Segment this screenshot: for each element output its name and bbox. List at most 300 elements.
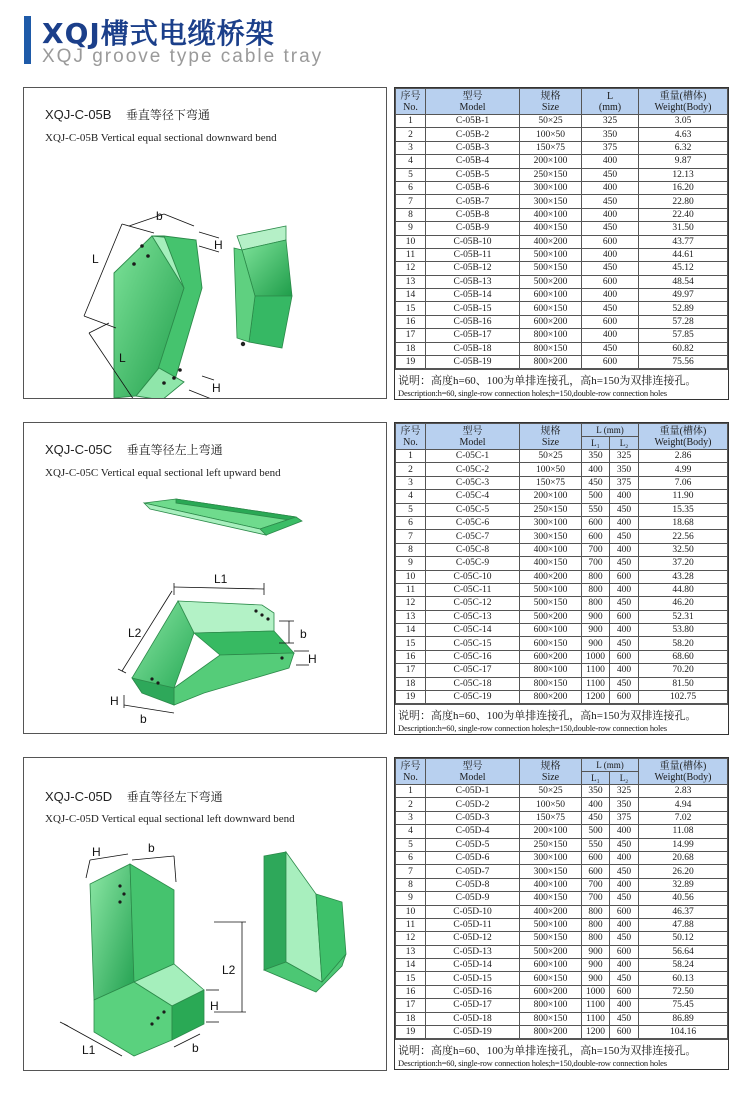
table-row	[396, 610, 728, 623]
section-description: XQJ-C-05C Vertical equal sectional left upward bend	[45, 467, 281, 479]
table-cell: 800×150	[520, 1012, 582, 1025]
table-cell: 14	[396, 624, 426, 637]
table-row	[396, 597, 728, 610]
table-cell: 12.13	[639, 168, 728, 181]
table-cell: 4	[396, 155, 426, 168]
table-cell: 4	[396, 825, 426, 838]
table-cell: 46.20	[639, 597, 728, 610]
table-cell: 800	[582, 570, 610, 583]
table-cell: 150×75	[520, 811, 582, 824]
table-cell: 1	[396, 450, 426, 463]
table-cell: 900	[582, 624, 610, 637]
table-cell: 450	[610, 677, 639, 690]
table-cell: 58.20	[639, 637, 728, 650]
table-cell: 600×200	[520, 315, 582, 328]
col-header-l: L (mm)	[582, 89, 639, 115]
table-cell: 400	[610, 918, 639, 931]
table-cell: C-05C-15	[426, 637, 520, 650]
table-cell: 400	[610, 583, 639, 596]
table-cell: C-05C-9	[426, 557, 520, 570]
dim-label-l1: L1	[214, 572, 228, 586]
table-cell: 18	[396, 342, 426, 355]
table-cell: 700	[582, 543, 610, 556]
table-cell: C-05C-16	[426, 650, 520, 663]
table-cell: 600×150	[520, 637, 582, 650]
table-row	[396, 476, 728, 489]
table-cell: C-05B-14	[426, 289, 520, 302]
table-note	[395, 1039, 728, 1069]
table-cell: C-05D-1	[426, 785, 520, 798]
table-row	[396, 275, 728, 288]
table-row	[396, 932, 728, 945]
table-cell: 17	[396, 329, 426, 342]
table-cell: 400	[582, 798, 610, 811]
table-cell: 1200	[582, 1026, 610, 1039]
table-cell: 1	[396, 115, 426, 128]
table-cell: 1100	[582, 999, 610, 1012]
table-cell: 450	[610, 1012, 639, 1025]
table-cell: C-05B-18	[426, 342, 520, 355]
table-cell: C-05C-10	[426, 570, 520, 583]
col-header-model: 型号 Model	[426, 89, 520, 115]
table-cell: 800×200	[520, 356, 582, 369]
table-cell: C-05D-9	[426, 892, 520, 905]
table-row	[396, 892, 728, 905]
table-body	[396, 785, 728, 1039]
dim-label-b: b	[156, 209, 163, 223]
table-cell: C-05C-5	[426, 503, 520, 516]
table-cell: 500×200	[520, 610, 582, 623]
dim-label-h: H	[308, 652, 317, 666]
table-cell: 500×100	[520, 583, 582, 596]
table-row	[396, 450, 728, 463]
table-cell: 11.08	[639, 825, 728, 838]
table-cell: 200×100	[520, 825, 582, 838]
table-cell: 16	[396, 315, 426, 328]
table-cell: 53.80	[639, 624, 728, 637]
table-cell: 19	[396, 1026, 426, 1039]
col-header-weight: 重量(槽体) Weight(Body)	[639, 424, 728, 450]
table-row	[396, 155, 728, 168]
table-cell: 12	[396, 932, 426, 945]
table-cell: 900	[582, 637, 610, 650]
table-cell: 13	[396, 610, 426, 623]
table-cell: 350	[610, 798, 639, 811]
section-code: XQJ-C-05C	[45, 442, 113, 457]
table-cell: C-05B-9	[426, 222, 520, 235]
page-subtitle: XQJ groove type cable tray	[42, 46, 324, 67]
table-row	[396, 664, 728, 677]
table-cell: 250×150	[520, 503, 582, 516]
table-cell: 375	[610, 811, 639, 824]
table-row	[396, 945, 728, 958]
table-row	[396, 168, 728, 181]
table-cell: 600	[610, 570, 639, 583]
table-row	[396, 503, 728, 516]
header-accent-bar	[24, 16, 31, 64]
table-row	[396, 208, 728, 221]
table-cell: 400	[582, 181, 639, 194]
table-cell: 500×150	[520, 932, 582, 945]
table-cell: 43.77	[639, 235, 728, 248]
table-cell: 800×100	[520, 664, 582, 677]
table-cell: 6	[396, 181, 426, 194]
table-cell: 50×25	[520, 450, 582, 463]
table-cell: 350	[582, 450, 610, 463]
table-cell: 57.28	[639, 315, 728, 328]
section-name-cn: 垂直等径左下弯通	[126, 790, 223, 804]
table-cell: 20.68	[639, 851, 728, 864]
col-header-size: 规格 Size	[520, 424, 582, 450]
table-cell: 600	[610, 1026, 639, 1039]
table-cell: 3.05	[639, 115, 728, 128]
note-en: Description:h=60, single-row connection holes;h=150,double-row connection holes	[398, 1058, 667, 1069]
table-cell: 500×200	[520, 275, 582, 288]
table-cell: 600×100	[520, 289, 582, 302]
table-cell: 800	[582, 932, 610, 945]
table-cell: 9	[396, 892, 426, 905]
table-cell: 22.56	[639, 530, 728, 543]
table-cell: 15	[396, 972, 426, 985]
table-cell: 32.50	[639, 543, 728, 556]
table-cell: 600	[582, 530, 610, 543]
table-row	[396, 128, 728, 141]
table-cell: 3	[396, 811, 426, 824]
dim-label-b-top: b	[148, 842, 155, 855]
table-cell: 400	[610, 878, 639, 891]
table-cell: C-05C-3	[426, 476, 520, 489]
table-row	[396, 838, 728, 851]
table-cell: 100×50	[520, 128, 582, 141]
table-cell: 5	[396, 838, 426, 851]
table-cell: 52.31	[639, 610, 728, 623]
table-cell: 22.80	[639, 195, 728, 208]
table-cell: 49.97	[639, 289, 728, 302]
table-row	[396, 516, 728, 529]
table-cell: C-05D-17	[426, 999, 520, 1012]
table-cell: C-05C-7	[426, 530, 520, 543]
table-cell: C-05D-14	[426, 959, 520, 972]
table-cell: 400	[582, 289, 639, 302]
table-cell: 400	[610, 624, 639, 637]
table-cell: 800×150	[520, 342, 582, 355]
table-row	[396, 530, 728, 543]
col-header-model: 型号 Model	[426, 759, 520, 785]
table-cell: 100×50	[520, 798, 582, 811]
table-cell: 450	[610, 557, 639, 570]
table-cell: 600	[610, 650, 639, 663]
table-cell: 150×75	[520, 476, 582, 489]
dim-label-b: b	[192, 1041, 199, 1055]
table-cell: C-05B-16	[426, 315, 520, 328]
note-en: Description:h=60, single-row connection holes;h=150,double-row connection holes	[398, 723, 667, 734]
col-header-size: 规格 Size	[520, 759, 582, 785]
table-cell: 15	[396, 637, 426, 650]
spec-table-05d	[394, 757, 729, 1070]
table-row	[396, 825, 728, 838]
table-cell: 50×25	[520, 115, 582, 128]
table-cell: 70.20	[639, 664, 728, 677]
table-row	[396, 289, 728, 302]
table-cell: 300×150	[520, 195, 582, 208]
col-header-no: 序号 No.	[396, 89, 426, 115]
table-cell: 3	[396, 476, 426, 489]
table-cell: C-05D-2	[426, 798, 520, 811]
table-cell: 32.89	[639, 878, 728, 891]
table-cell: 600	[582, 235, 639, 248]
table-cell: 2	[396, 128, 426, 141]
table-row	[396, 248, 728, 261]
section-code: XQJ-C-05D	[45, 789, 113, 804]
dim-label-b-bottom: b	[140, 712, 147, 726]
table-cell: 600×150	[520, 302, 582, 315]
table-cell: C-05C-4	[426, 490, 520, 503]
table-cell: 52.89	[639, 302, 728, 315]
table-cell: 40.56	[639, 892, 728, 905]
table-cell: 7.02	[639, 811, 728, 824]
table-cell: 16.20	[639, 181, 728, 194]
table-row	[396, 329, 728, 342]
diagram-panel-05c	[23, 422, 387, 734]
dim-label-l1: L1	[82, 1043, 96, 1057]
dim-label-l: L	[92, 252, 99, 266]
table-cell: C-05C-2	[426, 463, 520, 476]
table-cell: 600	[610, 610, 639, 623]
dim-label-l2: L2	[128, 626, 142, 640]
table-cell: 450	[610, 597, 639, 610]
table-cell: 325	[610, 450, 639, 463]
table-cell: 7	[396, 865, 426, 878]
col-header-l2: L₂	[610, 772, 639, 785]
table-cell: C-05D-16	[426, 985, 520, 998]
table-cell: 11.90	[639, 490, 728, 503]
table-cell: 86.89	[639, 1012, 728, 1025]
table-cell: 600×100	[520, 624, 582, 637]
col-header-no: 序号 No.	[396, 424, 426, 450]
table-cell: 400×100	[520, 208, 582, 221]
table-cell: 300×100	[520, 181, 582, 194]
table-cell: 350	[582, 785, 610, 798]
table-cell: 400	[610, 825, 639, 838]
table-cell: C-05C-13	[426, 610, 520, 623]
table-row	[396, 905, 728, 918]
note-cn: 说明：高度h=60、100为单排连接孔，高h=150为双排连接孔。	[398, 375, 697, 388]
table-cell: 400	[582, 463, 610, 476]
table-cell: 5	[396, 503, 426, 516]
table-cell: 18	[396, 1012, 426, 1025]
col-header-l1: L₁	[582, 437, 610, 450]
table-cell: 400	[582, 248, 639, 261]
table-cell: 450	[610, 865, 639, 878]
table-cell: 1000	[582, 650, 610, 663]
table-cell: 400×150	[520, 222, 582, 235]
table-cell: 400	[610, 516, 639, 529]
table-cell: 7.06	[639, 476, 728, 489]
table-cell: 6.32	[639, 141, 728, 154]
table-cell: 600	[610, 905, 639, 918]
table-cell: 1100	[582, 664, 610, 677]
col-header-size: 规格 Size	[520, 89, 582, 115]
table-cell: 450	[582, 222, 639, 235]
table-cell: 900	[582, 972, 610, 985]
table-row	[396, 972, 728, 985]
table-cell: 600×200	[520, 985, 582, 998]
table-cell: 800×100	[520, 329, 582, 342]
table-cell: 18.68	[639, 516, 728, 529]
dim-label-l-bottom: L	[119, 351, 126, 365]
table-cell: 57.85	[639, 329, 728, 342]
table-cell: 60.82	[639, 342, 728, 355]
table-cell: C-05B-2	[426, 128, 520, 141]
table-row	[396, 315, 728, 328]
table-cell: 2	[396, 463, 426, 476]
table-row	[396, 141, 728, 154]
table-cell: 800	[582, 597, 610, 610]
section-code: XQJ-C-05B	[45, 107, 112, 122]
table-cell: 1000	[582, 985, 610, 998]
section-description: XQJ-C-05D Vertical equal sectional left downward bend	[45, 813, 295, 825]
table-cell: 700	[582, 557, 610, 570]
table-cell: 600	[582, 516, 610, 529]
table-cell: C-05D-18	[426, 1012, 520, 1025]
table-row	[396, 785, 728, 798]
table-cell: 250×150	[520, 838, 582, 851]
col-header-l: L (mm)	[582, 759, 639, 772]
table-cell: 450	[610, 838, 639, 851]
table-cell: 75.56	[639, 356, 728, 369]
table-cell: 2.86	[639, 450, 728, 463]
table-cell: 4	[396, 490, 426, 503]
table-row	[396, 878, 728, 891]
table-body	[396, 115, 728, 369]
left-downward-bend-drawing	[24, 842, 386, 1072]
col-header-model: 型号 Model	[426, 424, 520, 450]
table-cell: 600	[610, 985, 639, 998]
table-cell: 500×150	[520, 262, 582, 275]
table-cell: 800	[582, 918, 610, 931]
table-cell: 400×100	[520, 543, 582, 556]
table-cell: 17	[396, 999, 426, 1012]
note-cn: 说明：高度h=60、100为单排连接孔，高h=150为双排连接孔。	[398, 710, 697, 723]
table-row	[396, 262, 728, 275]
table-cell: C-05B-4	[426, 155, 520, 168]
table-cell: 250×150	[520, 168, 582, 181]
downward-bend-drawing	[24, 128, 386, 398]
table-cell: 31.50	[639, 222, 728, 235]
table-cell: 19	[396, 691, 426, 704]
table-cell: 37.20	[639, 557, 728, 570]
spec-table-05c	[394, 422, 729, 735]
table-cell: 56.64	[639, 945, 728, 958]
table-cell: 14.99	[639, 838, 728, 851]
table-cell: 1200	[582, 691, 610, 704]
diagram-panel-05d	[23, 757, 387, 1071]
table-cell: C-05B-15	[426, 302, 520, 315]
table-cell: 8	[396, 208, 426, 221]
col-header-weight: 重量(槽体) Weight(Body)	[639, 759, 728, 785]
table-cell: 15.35	[639, 503, 728, 516]
table-cell: 800×200	[520, 1026, 582, 1039]
table-cell: 4.94	[639, 798, 728, 811]
table-cell: 22.40	[639, 208, 728, 221]
table-row	[396, 235, 728, 248]
table-cell: 800	[582, 905, 610, 918]
table-cell: 13	[396, 945, 426, 958]
table-row	[396, 865, 728, 878]
table-cell: C-05B-7	[426, 195, 520, 208]
table-cell: C-05D-5	[426, 838, 520, 851]
table-cell: 800×150	[520, 677, 582, 690]
table-cell: 18	[396, 677, 426, 690]
table-cell: 500	[582, 490, 610, 503]
table-cell: 900	[582, 959, 610, 972]
table-cell: 7	[396, 530, 426, 543]
table-cell: C-05B-8	[426, 208, 520, 221]
table-cell: 50.12	[639, 932, 728, 945]
table-cell: 700	[582, 892, 610, 905]
table-cell: C-05B-5	[426, 168, 520, 181]
table-cell: 450	[582, 476, 610, 489]
table-cell: 450	[610, 892, 639, 905]
table-row	[396, 181, 728, 194]
col-header-l2: L₂	[610, 437, 639, 450]
table-cell: 400×200	[520, 905, 582, 918]
table-row	[396, 342, 728, 355]
table-cell: 600×150	[520, 972, 582, 985]
table-cell: 450	[582, 342, 639, 355]
table-cell: 500×100	[520, 248, 582, 261]
table-cell: C-05B-17	[426, 329, 520, 342]
table-cell: 10	[396, 570, 426, 583]
table-cell: C-05D-12	[426, 932, 520, 945]
table-cell: 400×100	[520, 878, 582, 891]
section-name-cn: 垂直等径下弯通	[125, 108, 210, 122]
table-cell: 400×200	[520, 570, 582, 583]
table-row	[396, 677, 728, 690]
table-cell: 450	[582, 168, 639, 181]
table-row	[396, 490, 728, 503]
table-cell: 6	[396, 851, 426, 864]
table-row	[396, 637, 728, 650]
table-cell: 300×150	[520, 865, 582, 878]
table-cell: 600×200	[520, 650, 582, 663]
table-row	[396, 1026, 728, 1039]
dim-label-h-top: H	[92, 845, 101, 859]
table-cell: 11	[396, 583, 426, 596]
table-cell: 300×100	[520, 851, 582, 864]
dim-label-l2: L2	[222, 963, 236, 977]
table-cell: C-05D-13	[426, 945, 520, 958]
dim-label-h: H	[214, 238, 223, 252]
note-en: Description:h=60, single-row connection holes;h=150,double-row connection holes	[398, 388, 667, 399]
table-cell: 12	[396, 262, 426, 275]
table-cell: 7	[396, 195, 426, 208]
table-cell: 16	[396, 650, 426, 663]
table-cell: 400	[610, 543, 639, 556]
table-cell: C-05D-11	[426, 918, 520, 931]
table-cell: C-05D-3	[426, 811, 520, 824]
table-cell: 400	[610, 999, 639, 1012]
table-cell: C-05B-6	[426, 181, 520, 194]
col-header-l1: L₁	[582, 772, 610, 785]
table-cell: 450	[582, 302, 639, 315]
table-cell: 550	[582, 503, 610, 516]
table-cell: 600	[582, 851, 610, 864]
table-row	[396, 918, 728, 931]
table-cell: 800×100	[520, 999, 582, 1012]
table-cell: 800×200	[520, 691, 582, 704]
table-cell: 400	[610, 959, 639, 972]
